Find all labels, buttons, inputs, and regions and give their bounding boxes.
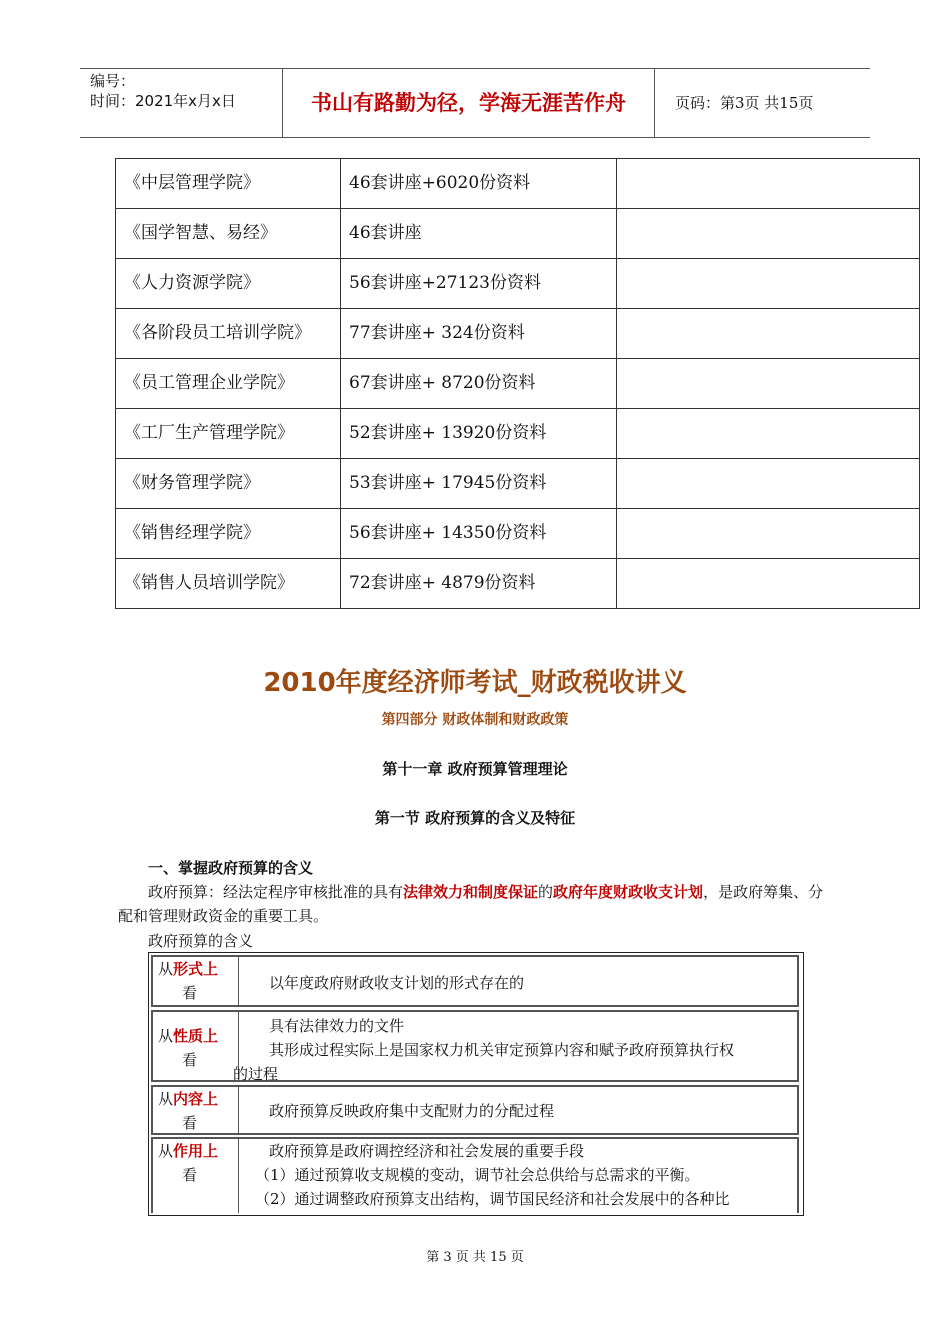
- aspect-cell: [153, 957, 239, 1005]
- para-text: ，是政府筹集、分配和管理财政资金的重要工具。: [118, 883, 824, 925]
- table-row: [116, 259, 920, 309]
- table-caption: 政府预算的含义: [148, 932, 254, 950]
- document-title: 2010年度经济师考试_财政税收讲义: [263, 668, 687, 698]
- table-row: [116, 459, 920, 509]
- course-name: 《销售经理学院》: [116, 509, 341, 559]
- course-content: 56套讲座+ 14350份资料: [341, 509, 617, 559]
- course-content: 77套讲座+ 324份资料: [341, 309, 617, 359]
- meaning-cell: [237, 971, 793, 995]
- aspect-keyword: 性质上: [173, 1027, 219, 1045]
- aspect-cell: [153, 1139, 239, 1213]
- table-row: [151, 1085, 799, 1135]
- meaning-line: 政府预算反映政府集中支配财力的分配过程: [269, 1102, 555, 1120]
- aspect-pre: 从: [158, 960, 174, 978]
- page-header: [80, 68, 870, 138]
- empty-cell: [617, 309, 920, 359]
- course-content: 56套讲座+27123份资料: [341, 259, 617, 309]
- aspect-post: 看: [182, 984, 198, 1002]
- course-name: 《销售人员培训学院》: [116, 559, 341, 609]
- empty-cell: [617, 559, 920, 609]
- course-name: 《员工管理企业学院》: [116, 359, 341, 409]
- table-row: [116, 209, 920, 259]
- course-name: 《国学智慧、易经》: [116, 209, 341, 259]
- para-text: 的: [538, 883, 554, 901]
- header-motto: 书山有路勤为径，学海无涯苦作舟: [283, 69, 655, 137]
- aspect-post: 看: [182, 1114, 198, 1132]
- course-name: 《工厂生产管理学院》: [116, 409, 341, 459]
- table-row: [116, 409, 920, 459]
- table-row: [116, 559, 920, 609]
- course-content: 46套讲座+6020份资料: [341, 159, 617, 209]
- header-page-label: [665, 69, 870, 137]
- course-name: 《人力资源学院》: [116, 259, 341, 309]
- meaning-line: 政府预算是政府调控经济和社会发展的重要手段: [269, 1142, 585, 1160]
- meaning-line: 以年度政府财政收支计划的形式存在的: [269, 974, 525, 992]
- course-content: 53套讲座+ 17945份资料: [341, 459, 617, 509]
- meaning-line: （1）通过预算收支规模的变动，调节社会总供给与总需求的平衡。: [255, 1166, 700, 1184]
- time-label: 时间：2021年x月x日: [90, 92, 236, 110]
- empty-cell: [617, 509, 920, 559]
- aspect-pre: 从: [158, 1027, 174, 1045]
- aspect-post: 看: [182, 1051, 198, 1069]
- empty-cell: [617, 209, 920, 259]
- meaning-line: 具有法律效力的文件: [269, 1017, 405, 1035]
- chapter-heading: 第十一章 政府预算管理理论: [382, 760, 568, 778]
- page-footer: 第 3 页 共 15 页: [426, 1250, 524, 1265]
- empty-cell: [617, 259, 920, 309]
- table-row: [116, 309, 920, 359]
- empty-cell: [617, 159, 920, 209]
- meaning-cell: [237, 1099, 793, 1123]
- header-meta: [80, 69, 283, 137]
- para-emphasis: 法律效力和制度保证: [403, 883, 539, 901]
- course-table: [115, 158, 920, 609]
- empty-cell: [617, 459, 920, 509]
- course-name: 《中层管理学院》: [116, 159, 341, 209]
- meaning-cell: [237, 1139, 793, 1211]
- aspect-cell: [153, 1012, 239, 1080]
- aspect-cell: [153, 1087, 239, 1133]
- aspect-pre: 从: [158, 1142, 174, 1160]
- table-row: [116, 509, 920, 559]
- table-row: [116, 359, 920, 409]
- page-label-text: 页码：第3页 共15页: [675, 94, 814, 112]
- section-heading: 第一节 政府预算的含义及特征: [374, 809, 576, 827]
- table-row: [151, 955, 799, 1007]
- aspect-pre: 从: [158, 1090, 174, 1108]
- table-row: [151, 1137, 799, 1213]
- table-row: [151, 1010, 799, 1082]
- definition-paragraph: [118, 880, 838, 928]
- course-content: 52套讲座+ 13920份资料: [341, 409, 617, 459]
- part-heading: 第四部分 财政体制和财政政策: [381, 712, 569, 728]
- para-text: 政府预算：经法定程序审核批准的具有: [148, 883, 404, 901]
- course-content: 72套讲座+ 4879份资料: [341, 559, 617, 609]
- number-label: 编号：: [90, 72, 136, 90]
- aspect-keyword: 形式上: [173, 960, 219, 978]
- meaning-cell: [233, 1014, 793, 1086]
- aspect-post: 看: [182, 1166, 198, 1184]
- course-content: 46套讲座: [341, 209, 617, 259]
- meaning-table: [148, 952, 804, 1216]
- aspect-keyword: 内容上: [173, 1090, 219, 1108]
- empty-cell: [617, 409, 920, 459]
- subsection-heading: 一、掌握政府预算的含义: [148, 859, 314, 877]
- meaning-line: 其形成过程实际上是国家权力机关审定预算内容和赋予政府预算执行权: [269, 1041, 735, 1059]
- empty-cell: [617, 359, 920, 409]
- para-emphasis: 政府年度财政收支计划: [553, 883, 704, 901]
- course-name: 《财务管理学院》: [116, 459, 341, 509]
- course-name: 《各阶段员工培训学院》: [116, 309, 341, 359]
- table-row: [116, 159, 920, 209]
- meaning-line: （2）通过调整政府预算支出结构，调节国民经济和社会发展中的各种比: [255, 1190, 730, 1208]
- course-content: 67套讲座+ 8720份资料: [341, 359, 617, 409]
- aspect-keyword: 作用上: [173, 1142, 219, 1160]
- meaning-line: 的过程: [233, 1065, 279, 1083]
